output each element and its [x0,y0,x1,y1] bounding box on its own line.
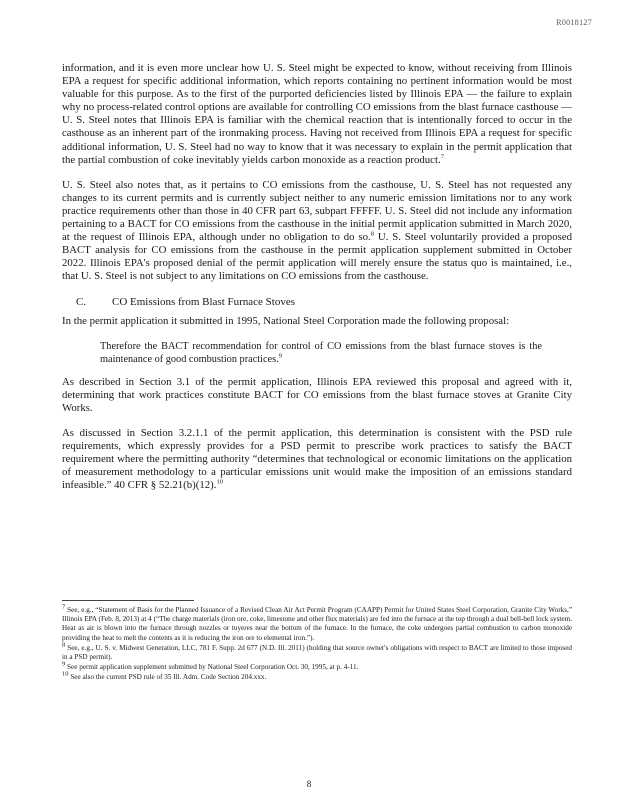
section-title: CO Emissions from Blast Furnace Stoves [112,295,296,308]
footnote-ref-8: 8 [370,230,374,238]
footnote-divider [62,600,194,601]
document-id: R0018127 [556,18,592,27]
footnote: $^7$ See, e.g., “Statement of Basis for the Planned Issuance of a Revised Clean Air Act Permit Program (CAAPP) Permit for United States Steel Corporation, Granite City Works,” Illinois EPA (Feb. 8, 2013) at 4 (“The charge materials (iron ore, coke, limestone and other flux materials) are fed into the furnace at the top through a dual bell-bell lock system. Heat as air is blown into the furnace through nozzles or tuyeres near the bottom of the furnace. In the furnace, the coke undergoes partial combustion to carbon monoxide providing the heat to melt the contents as it is reducing the iron ore to elemental iron.”). [62,603,573,642]
footnote: $^8$ See, e.g., U. S. v. Midwest Generation, LLC, 781 F. Supp. 2d 677 (N.D. Ill. 2011) (holding that source owner's obligations with respect to BACT are limited to those imposed in a PSD permit). [62,641,573,662]
paragraph-5: As discussed in Section 3.2.1.1 of the permit application, this determination is consistent with the PSD rule requirements, which expressly provides for a PSD permit to prescribe work practices to satisfy the BACT requirement where the permitting authority “determines that technological or economic limitations on the application of measurement methodology to a particular emissions unit would make the imposition of an emissions standard infeasible.” 40 CFR § 52.21(b)(12).$^{10}$ [62,426,572,492]
footnote: $^9$ See permit application supplement submitted by National Steel Corporation Oct. 30, 1995, at p. 4-11. [62,660,359,672]
page-number: 8 [306,779,312,789]
footnote-ref-7: 7 [440,153,444,161]
footnotes [62,603,573,684]
paragraph-4: As described in Section 3.1 of the permit application, Illinois EPA reviewed this proposal and agreed with it, determining that work practices constitute BACT for CO emissions from the blast furnace stoves at Granite City Works. [62,375,572,414]
paragraph-3: In the permit application it submitted in 1995, National Steel Corporation made the following proposal: [62,314,510,327]
footnote-ref-9: 9 [278,352,282,360]
section-heading [76,296,572,309]
block-quote: Therefore the BACT recommendation for control of CO emissions from the blast furnace stoves is the maintenance of good combustion practices.$^9$ [100,340,542,365]
footnote: $^{10}$ See also the current PSD rule of 35 Ill. Adm. Code Section 204.xxx. [62,671,267,682]
paragraph-1: information, and it is even more unclear how U. S. Steel might be expected to know, without receiving from Illinois EPA a request for specific additional information, which reports containing no pertinent information would be most valuable for this purpose. As to the first of the purported deficiencies listed by Illinois EPA — the failure to explain why no process-related control options are available for controlling CO emissions from the blast furnace casthouse — U. S. Steel notes that Illinois EPA is familiar with the chemical reaction that is intentionally forced to occur in the casthouse as an inherent part of the ironmaking process. Having not received from Illinois EPA a request for specific additional information, U. S. Steel had no way to know that it was necessary to explain in the permit application that the partial combustion of coke inevitably yields carbon monoxide as a reaction product.$^7$ [62,62,572,166]
document-body [62,62,572,504]
section-letter: C. [76,295,87,308]
footnote-ref-10: 10 [216,478,223,486]
paragraph-2: U. S. Steel also notes that, as it pertains to CO emissions from the casthouse, U. S. Steel has not requested any changes to its current permits and is currently subject neither to any numeric emission limitations nor to any work practice requirements other than those in 40 CFR part 63, subpart FFFFF. U. S. Steel did not include any information pertaining to a BACT for CO emissions from the casthouse in the initial permit application submitted in March 2020, at the request of Illinois EPA, although under no obligation to do so.$^8$ U. S. Steel voluntarily provided a proposed BACT analysis for CO emissions from the casthouse in the permit application supplement submitted in October 2022. Illinois EPA's proposed denial of the permit application will merely ensure the status quo is maintained, i.e., that U. S. Steel is not subject to any limitations on CO emissions from the casthouse. [62,178,572,283]
